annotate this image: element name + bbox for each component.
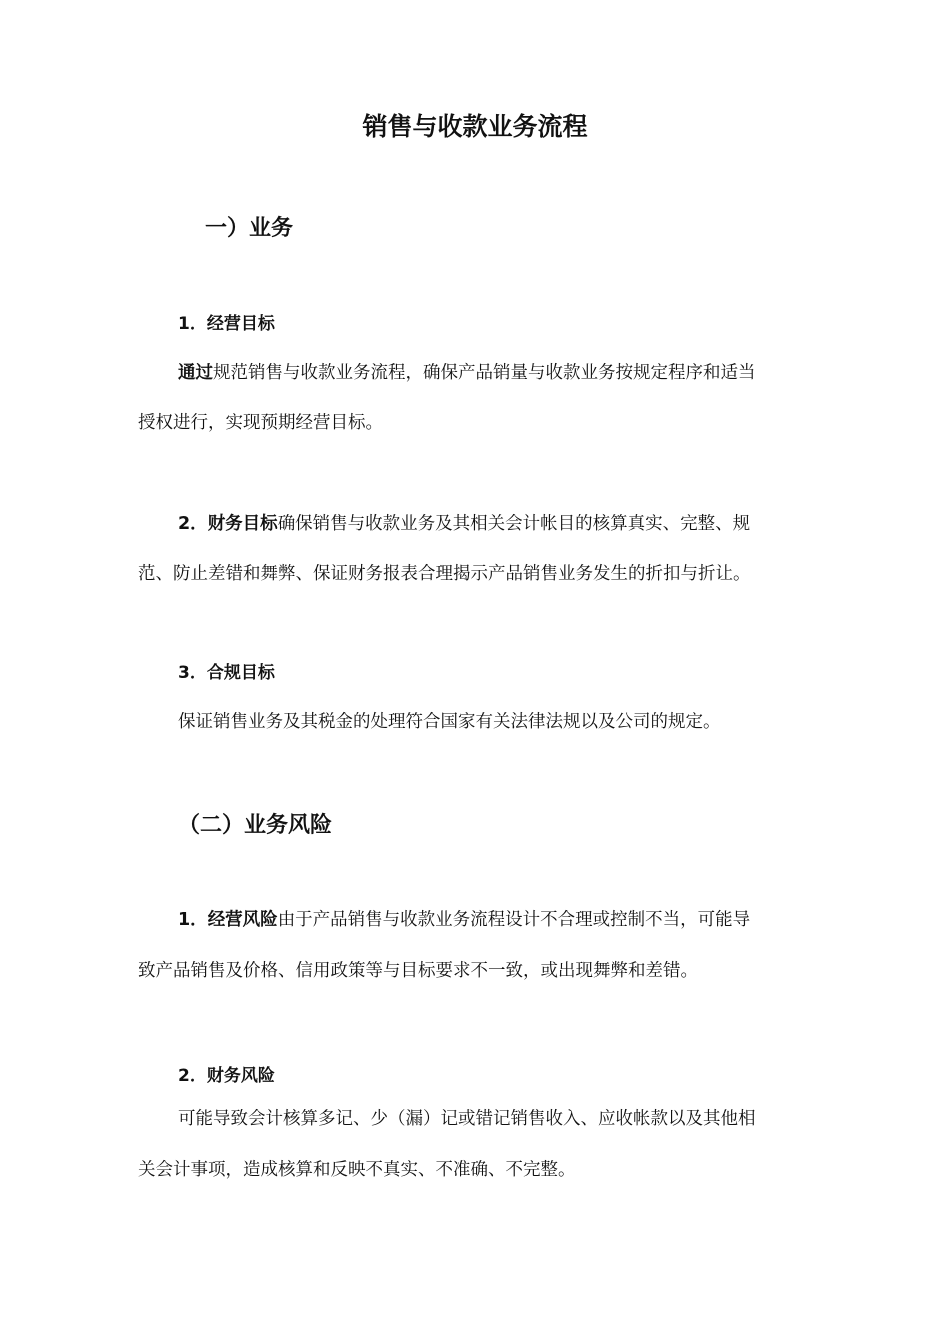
paragraph-lead: 通过 [178,363,213,383]
paragraph-financial-objective-line2: 范、防止差错和舞弊、保证财务报表合理揭示产品销售业务发生的折扣与折让。 [138,564,751,584]
item-label: 财务风险 [206,1066,275,1086]
paragraph-text: 由于产品销售与收款业务流程设计不合理或控制不当，可能导 [277,910,751,930]
subheading-financial-risk [178,1064,275,1088]
item-label: 合规目标 [206,663,275,683]
item-number: 1． [178,314,207,334]
item-number: 2． [178,1066,207,1086]
section-heading-business-risk: （二）业务风险 [178,813,333,838]
paragraph-operating-risk-line1 [178,907,750,933]
item-label: 经营目标 [206,314,275,334]
paragraph-operating-objective-line2: 授权进行，实现预期经营目标。 [138,413,383,433]
paragraph-compliance-objective: 保证销售业务及其税金的处理符合国家有关法律法规以及公司的规定。 [178,712,721,732]
subheading-compliance-objective [178,661,275,685]
subheading-operating-objective [178,312,275,336]
section-heading-business: 一）业务 [205,216,294,241]
item-label: 经营风险 [207,910,278,930]
paragraph-operating-objective-line1 [178,360,756,386]
paragraph-financial-objective-line1 [178,511,750,537]
item-number: 3． [178,663,207,683]
paragraph-operating-risk-line2: 致产品销售及价格、信用政策等与目标要求不一致，或出现舞弊和差错。 [138,961,698,981]
item-number: 2． [178,514,208,534]
paragraph-financial-risk-line1: 可能导致会计核算多记、少（漏）记或错记销售收入、应收帐款以及其他相 [178,1109,756,1129]
item-number: 1． [178,910,208,930]
paragraph-text: 规范销售与收款业务流程，确保产品销量与收款业务按规定程序和适当 [213,363,756,383]
item-label: 财务目标 [207,514,278,534]
document-title: 销售与收款业务流程 [362,112,588,141]
paragraph-text: 确保销售与收款业务及其相关会计帐目的核算真实、完整、规 [277,514,751,534]
paragraph-financial-risk-line2: 关会计事项，造成核算和反映不真实、不准确、不完整。 [138,1160,576,1180]
